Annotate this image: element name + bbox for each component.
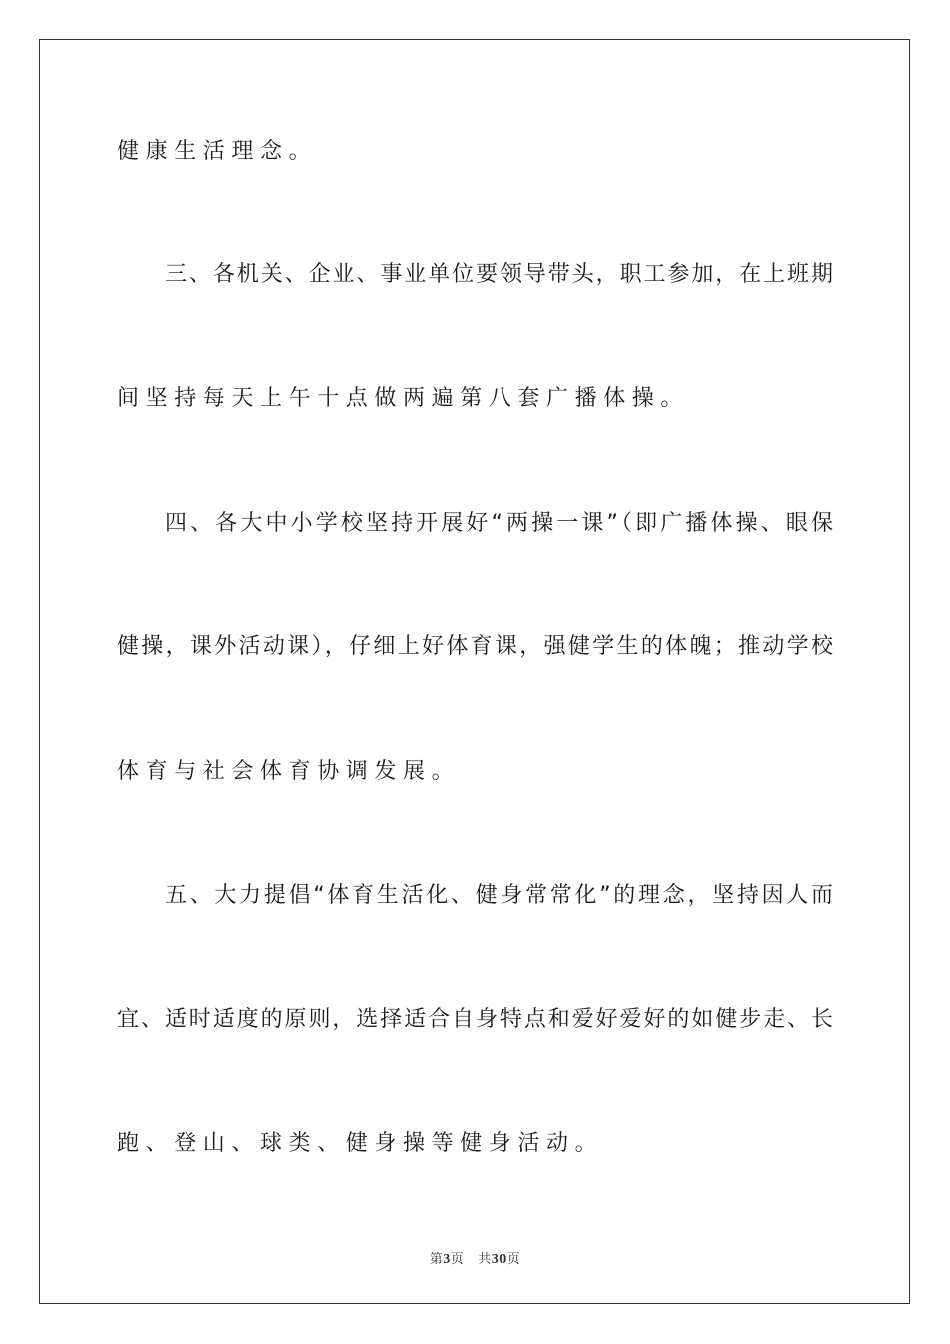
text-line-8: 宜、适时适度的原则，选择适合自身特点和爱好爱好的如健步走、长 bbox=[117, 1007, 833, 1032]
text-line-4: 四、各大中小学校坚持开展好“两操一课”（即广播体操、眼保 bbox=[165, 511, 834, 536]
total-prefix: 共 bbox=[478, 1252, 492, 1267]
total-suffix: 页 bbox=[506, 1252, 521, 1267]
page-border bbox=[39, 39, 910, 1304]
text-line-1: 健康生活理念。 bbox=[117, 139, 318, 164]
text-line-9: 跑、登山、球类、健身操等健身活动。 bbox=[117, 1131, 604, 1156]
current-page-number: 3 bbox=[443, 1252, 451, 1267]
text-line-5: 健操，课外活动课），仔细上好体育课，强健学生的体魄；推动学校 bbox=[117, 634, 833, 659]
text-line-3: 间坚持每天上午十点做两遍第八套广播体操。 bbox=[117, 386, 690, 411]
page-prefix: 第 bbox=[429, 1252, 444, 1267]
page-suffix: 页 bbox=[450, 1252, 465, 1267]
total-page-count: 30 bbox=[491, 1252, 507, 1267]
text-line-2: 三、各机关、企业、事业单位要领导带头，职工参加，在上班期 bbox=[165, 262, 833, 287]
page-number-footer bbox=[0, 1248, 950, 1268]
text-line-6: 体育与社会体育协调发展。 bbox=[117, 759, 461, 784]
text-line-7: 五、大力提倡“体育生活化、健身常常化”的理念，坚持因人而 bbox=[165, 883, 834, 908]
